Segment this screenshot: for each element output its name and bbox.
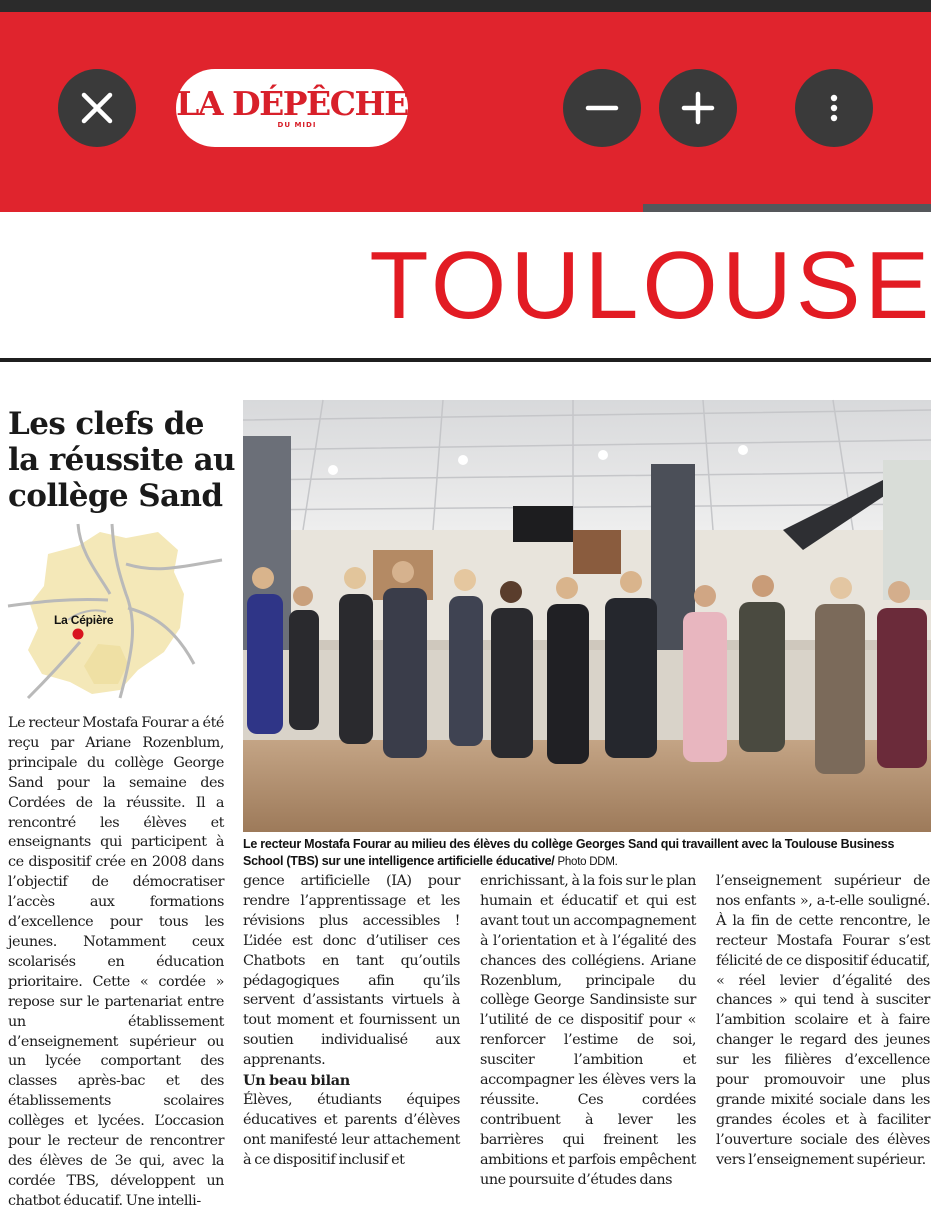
photo-credit: Photo DDM. [554, 856, 618, 868]
status-bar [0, 0, 931, 12]
section-title: TOULOUSE [369, 232, 933, 339]
more-options-button[interactable] [795, 69, 873, 147]
article-paragraph: Le recteur Mostafa Fourar a été reçu par Ariane Rozenblum, principale du collège George Sand pour la semaine des Cordées de la réussite. Il a rencontré les élèves et enseignants qui participent à ce dispositif crée en 2008 dans l’objectif de démocratiser l’accès aux formations d’excellence pour tous les jeunes. Notamment ceux scolarisés en éducation prioritaire. Cette « cordée » repose sur le partenariat entre un établissement d’enseignement supérieur ou un lycée comportant des classes après-bac et des établissements scolaires collèges et lycées. L’occasion pour le recteur de rencontrer des élèves de 3e qui, avec la cordée TBS, développent un chatbot éducatif. Une intelli- [8, 715, 224, 1209]
article-headline: Les clefs de la réussite au collège Sand [8, 406, 235, 514]
location-map [8, 524, 236, 698]
zoom-in-button[interactable] [659, 69, 737, 147]
logo-title: LA DÉPÊCHE [176, 84, 408, 123]
more-vertical-icon [817, 91, 851, 125]
article-paragraph: enrichissant, à la fois sur le plan humain et éducatif et qui est avant tout un accompagnement à l’orientation et à l’égalité des chances des collégiens. Ariane Rozenblum, principale du collège George Sandinsiste sur l’utilité de ce dispositif pour « renforcer l’estime de soi, susciter l’ambition et accompagner les élèves vers la réussite. Ces cordées contribuent à lever les barrières qui freinent les ambitions et parfois empêchent une poursuite d’études dans [480, 873, 696, 1188]
article-paragraph: Élèves, étudiants équipes éducatives et parents d’élèves ont manifesté leur attachement à ce dispositif inclusif et [243, 1091, 460, 1168]
article-paragraph: l’enseignement supérieur de nos enfants », a-t-elle souligné. À la fin de cette rencontre, le recteur Mostafa Fourar s’est félicité de ce dispositif éducatif, « réel levier d’égalité des chances » qui tend à susciter l’ambition scolaire et à faire changer le regard des jeunes sur les filières d’excellence pour promouvoir une plus grande mixité sociale dans les grandes écoles et à faciliter l’ouverture sociale des élèves vers l’enseignement supérieur. [716, 873, 930, 1168]
article-subheading: Un beau bilan [243, 1072, 350, 1090]
photo-caption [243, 836, 923, 871]
plus-icon [681, 91, 715, 125]
close-icon [80, 91, 114, 125]
location-pin [73, 629, 84, 640]
close-button[interactable] [58, 69, 136, 147]
section-divider [0, 358, 931, 362]
article-column-3 [480, 872, 696, 1191]
minus-icon [585, 91, 619, 125]
group-photo-illustration [243, 400, 931, 832]
map-graphic [8, 524, 236, 698]
article-photo [243, 400, 931, 832]
article-column-1 [8, 714, 224, 1212]
app-toolbar [0, 12, 931, 212]
toolbar-accent-line [643, 204, 931, 212]
article-column-2 [243, 872, 460, 1171]
article-paragraph: gence artificielle (IA) pour rendre l’apprentissage et les révisions plus accessibles ! L’idée est donc d’utiliser ces Chatbots en tant qu’outils pédagogiques afin qu’ils servent d’assistants virtuels à tout moment et fournissent un soutien individualisé aux apprenants. [243, 873, 460, 1069]
newspaper-logo[interactable] [176, 69, 408, 147]
zoom-out-button[interactable] [563, 69, 641, 147]
map-location-label: La Cépière [54, 613, 114, 627]
caption-text: Le recteur Mostafa Fourar au milieu des élèves du collège Georges Sand qui travaillent avec la Toulouse Business School (TBS) sur une intelligence artificielle éducative/ [243, 837, 895, 868]
logo-subtitle: DU MIDI [277, 121, 317, 129]
article-column-4 [716, 872, 930, 1171]
